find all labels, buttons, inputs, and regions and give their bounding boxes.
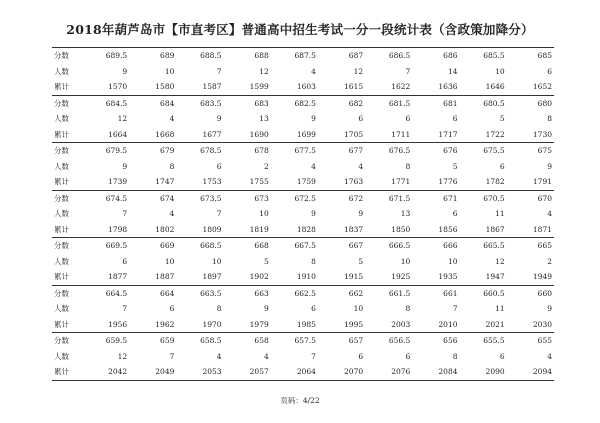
table-cell: 6 [405, 114, 411, 124]
table-cell: 1615 [318, 79, 365, 95]
table-cell: 1897 [176, 269, 223, 285]
table-cell: 10 [259, 209, 269, 219]
table-cell: 1819 [224, 222, 271, 238]
table-cell: 668 [224, 238, 271, 254]
score-block [52, 95, 554, 143]
table-cell: 13 [259, 114, 269, 124]
score-block [52, 333, 554, 381]
cumulative-row [52, 222, 554, 238]
row-label: 累计 [52, 269, 82, 285]
table-cell: 658 [224, 333, 271, 349]
table-cell: 1949 [507, 269, 554, 285]
table-cell: 1782 [460, 174, 507, 190]
table-cell: 1798 [82, 222, 129, 238]
table-cell: 6 [499, 161, 505, 171]
row-label: 累计 [52, 317, 82, 333]
row-label: 累计 [52, 79, 82, 95]
table-cell: 671.5 [365, 190, 412, 206]
table-cell: 1771 [365, 174, 412, 190]
table-cell: 1677 [176, 127, 223, 143]
table-cell: 2010 [412, 317, 459, 333]
table-cell: 677.5 [271, 143, 318, 159]
table-cell: 687.5 [271, 48, 318, 64]
table-cell: 1699 [271, 127, 318, 143]
score-row [52, 143, 554, 159]
table-cell: 5 [452, 161, 458, 171]
table-cell: 674.5 [82, 190, 129, 206]
table-cell: 666.5 [365, 238, 412, 254]
table-cell: 684.5 [82, 95, 129, 111]
table-cell: 1856 [412, 222, 459, 238]
table-cell: 1915 [318, 269, 365, 285]
table-cell: 7 [405, 66, 411, 76]
cumulative-row [52, 317, 554, 333]
score-row [52, 95, 554, 111]
score-row [52, 333, 554, 349]
table-cell: 2049 [129, 364, 176, 380]
table-cell: 8 [311, 256, 316, 266]
table-cell: 1652 [507, 79, 554, 95]
table-cell: 668.5 [176, 238, 223, 254]
table-cell: 669 [129, 238, 176, 254]
table-cell: 1747 [129, 174, 176, 190]
table-cell: 1871 [507, 222, 554, 238]
table-cell: 689 [129, 48, 176, 64]
table-cell: 14 [447, 66, 458, 76]
table-cell: 2057 [224, 364, 271, 380]
table-cell: 1753 [176, 174, 223, 190]
table-cell: 7 [216, 209, 222, 219]
table-cell: 7 [169, 351, 175, 361]
table-cell: 10 [495, 66, 505, 76]
table-cell: 10 [400, 256, 411, 266]
table-cell: 10 [164, 66, 175, 76]
table-cell: 9 [122, 66, 128, 76]
table-cell: 660 [507, 285, 554, 301]
row-label: 分数 [52, 333, 82, 349]
table-cell: 11 [495, 209, 505, 219]
table-cell: 681.5 [365, 95, 412, 111]
table-cell: 8 [216, 304, 222, 314]
row-label: 分数 [52, 285, 82, 301]
table-cell: 13 [400, 209, 411, 219]
table-cell: 2030 [507, 317, 554, 333]
table-cell: 1722 [460, 127, 507, 143]
table-cell: 1636 [412, 79, 459, 95]
score-row [52, 238, 554, 254]
table-cell: 7 [122, 209, 128, 219]
table-cell: 1791 [507, 174, 554, 190]
table-cell: 2076 [365, 364, 412, 380]
table-cell: 9 [122, 161, 128, 171]
table-cell: 6 [547, 66, 552, 76]
table-cell: 9 [547, 161, 552, 171]
row-label: 人数 [54, 351, 69, 361]
table-cell: 1979 [224, 317, 271, 333]
table-cell: 680 [507, 95, 554, 111]
table-cell: 1664 [82, 127, 129, 143]
table-cell: 673 [224, 190, 271, 206]
table-cell: 682.5 [271, 95, 318, 111]
table-cell: 680.5 [460, 95, 507, 111]
table-cell: 6 [122, 256, 128, 266]
table-cell: 4 [547, 209, 552, 219]
count-row [52, 159, 554, 175]
table-cell: 1985 [271, 317, 318, 333]
table-cell: 673.5 [176, 190, 223, 206]
row-label: 人数 [54, 304, 69, 314]
table-cell: 688 [224, 48, 271, 64]
table-cell: 1910 [271, 269, 318, 285]
table-cell: 1717 [412, 127, 459, 143]
table-cell: 688.5 [176, 48, 223, 64]
table-cell: 655.5 [460, 333, 507, 349]
row-label: 人数 [54, 256, 69, 266]
table-cell: 683.5 [176, 95, 223, 111]
table-cell: 661 [412, 285, 459, 301]
table-cell: 689.5 [82, 48, 129, 64]
table-cell: 1850 [365, 222, 412, 238]
page-title: 2018年葫芦岛市【市直考区】普通高中招生考试一分一段统计表（含政策加降分） [66, 22, 534, 37]
table-cell: 685 [507, 48, 554, 64]
row-label: 分数 [52, 190, 82, 206]
table-cell: 4 [216, 351, 222, 361]
score-block [52, 238, 554, 286]
table-cell: 6 [452, 114, 458, 124]
score-row [52, 285, 554, 301]
row-label: 分数 [52, 238, 82, 254]
table-cell: 12 [495, 256, 505, 266]
table-cell: 5 [263, 256, 269, 266]
table-cell: 1956 [82, 317, 129, 333]
table-cell: 9 [311, 114, 316, 124]
page-number: 页码：4/22 [280, 396, 320, 405]
table-cell: 12 [117, 351, 128, 361]
table-cell: 12 [117, 114, 128, 124]
table-cell: 1887 [129, 269, 176, 285]
row-label: 人数 [54, 66, 69, 76]
row-label: 分数 [52, 95, 82, 111]
table-cell: 666 [412, 238, 459, 254]
table-cell: 667 [318, 238, 365, 254]
row-label: 累计 [52, 222, 82, 238]
table-cell: 1755 [224, 174, 271, 190]
table-cell: 5 [499, 114, 505, 124]
table-cell: 655 [507, 333, 554, 349]
table-cell: 1730 [507, 127, 554, 143]
table-cell: 659.5 [82, 333, 129, 349]
cumulative-row [52, 364, 554, 380]
row-label: 人数 [54, 114, 69, 124]
table-cell: 9 [547, 304, 552, 314]
table-cell: 678.5 [176, 143, 223, 159]
table-cell: 1947 [460, 269, 507, 285]
table-cell: 686.5 [365, 48, 412, 64]
table-cell: 10 [212, 256, 222, 266]
table-cell: 8 [452, 351, 458, 361]
row-label: 累计 [52, 174, 82, 190]
table-cell: 679.5 [82, 143, 129, 159]
count-row [52, 254, 554, 270]
table-cell: 2042 [82, 364, 129, 380]
table-cell: 6 [169, 304, 175, 314]
table-cell: 9 [358, 209, 364, 219]
table-cell: 6 [499, 351, 505, 361]
table-cell: 659 [129, 333, 176, 349]
score-distribution-table [52, 47, 554, 381]
table-cell: 671 [412, 190, 459, 206]
table-cell: 670 [507, 190, 554, 206]
table-cell: 1802 [129, 222, 176, 238]
table-cell: 662 [318, 285, 365, 301]
table-cell: 1828 [271, 222, 318, 238]
table-cell: 6 [452, 209, 458, 219]
table-cell: 1995 [318, 317, 365, 333]
table-cell: 7 [311, 351, 316, 361]
row-label: 人数 [54, 209, 69, 219]
table-cell: 1690 [224, 127, 271, 143]
row-label: 分数 [52, 143, 82, 159]
table-cell: 2 [263, 161, 269, 171]
table-cell: 1925 [365, 269, 412, 285]
table-cell: 667.5 [271, 238, 318, 254]
count-row [52, 301, 554, 317]
table-cell: 10 [164, 256, 175, 266]
cumulative-row [52, 127, 554, 143]
table-cell: 658.5 [176, 333, 223, 349]
table-cell: 2053 [176, 364, 223, 380]
table-cell: 684 [129, 95, 176, 111]
table-cell: 675.5 [460, 143, 507, 159]
cumulative-row [52, 174, 554, 190]
table-cell: 2090 [460, 364, 507, 380]
score-row [52, 190, 554, 206]
table-cell: 7 [452, 304, 458, 314]
table-cell: 4 [547, 351, 552, 361]
table-cell: 682 [318, 95, 365, 111]
table-cell: 9 [216, 114, 222, 124]
table-cell: 656.5 [365, 333, 412, 349]
table-cell: 6 [216, 161, 222, 171]
table-cell: 10 [447, 256, 458, 266]
count-row [52, 64, 554, 80]
table-cell: 9 [263, 304, 269, 314]
table-cell: 4 [311, 66, 316, 76]
table-cell: 2021 [460, 317, 507, 333]
table-cell: 1603 [271, 79, 318, 95]
table-cell: 672 [318, 190, 365, 206]
table-cell: 657 [318, 333, 365, 349]
table-cell: 1668 [129, 127, 176, 143]
table-cell: 676 [412, 143, 459, 159]
table-cell: 2064 [271, 364, 318, 380]
table-cell: 4 [358, 161, 364, 171]
row-label: 分数 [52, 48, 82, 64]
table-cell: 1763 [318, 174, 365, 190]
table-cell: 1970 [176, 317, 223, 333]
table-cell: 1599 [224, 79, 271, 95]
table-cell: 683 [224, 95, 271, 111]
score-row [52, 48, 554, 64]
table-cell: 686 [412, 48, 459, 64]
table-cell: 674 [129, 190, 176, 206]
score-block [52, 143, 554, 191]
table-cell: 1962 [129, 317, 176, 333]
table-cell: 1711 [365, 127, 412, 143]
count-row [52, 111, 554, 127]
table-cell: 4 [169, 114, 175, 124]
table-cell: 1837 [318, 222, 365, 238]
table-cell: 1902 [224, 269, 271, 285]
table-cell: 1570 [82, 79, 129, 95]
table-cell: 685.5 [460, 48, 507, 64]
table-cell: 7 [122, 304, 128, 314]
table-cell: 7 [216, 66, 222, 76]
row-label: 累计 [52, 127, 82, 143]
table-cell: 687 [318, 48, 365, 64]
table-cell: 678 [224, 143, 271, 159]
row-label: 人数 [54, 161, 69, 171]
table-cell: 6 [405, 351, 411, 361]
table-cell: 676.5 [365, 143, 412, 159]
table-cell: 656 [412, 333, 459, 349]
cumulative-row [52, 79, 554, 95]
count-row [52, 206, 554, 222]
table-cell: 1646 [460, 79, 507, 95]
table-cell: 8 [169, 161, 175, 171]
table-cell: 2094 [507, 364, 554, 380]
count-row [52, 349, 554, 365]
table-cell: 1867 [460, 222, 507, 238]
table-cell: 669.5 [82, 238, 129, 254]
score-block [52, 190, 554, 238]
table-cell: 672.5 [271, 190, 318, 206]
table-cell: 664.5 [82, 285, 129, 301]
score-block [52, 285, 554, 333]
table-cell: 679 [129, 143, 176, 159]
row-label: 累计 [52, 364, 82, 380]
table-cell: 10 [353, 304, 364, 314]
table-cell: 8 [405, 161, 411, 171]
table-cell: 6 [358, 351, 364, 361]
table-cell: 665 [507, 238, 554, 254]
table-cell: 1809 [176, 222, 223, 238]
table-cell: 1739 [82, 174, 129, 190]
table-cell: 1705 [318, 127, 365, 143]
table-cell: 12 [353, 66, 364, 76]
table-cell: 2084 [412, 364, 459, 380]
table-cell: 9 [311, 209, 316, 219]
score-block [52, 48, 554, 96]
table-cell: 2070 [318, 364, 365, 380]
table-cell: 663.5 [176, 285, 223, 301]
table-cell: 1759 [271, 174, 318, 190]
table-cell: 6 [311, 304, 316, 314]
table-cell: 11 [495, 304, 505, 314]
table-cell: 1935 [412, 269, 459, 285]
table-cell: 2003 [365, 317, 412, 333]
table-cell: 1877 [82, 269, 129, 285]
table-cell: 1622 [365, 79, 412, 95]
table-cell: 2 [547, 256, 552, 266]
table-cell: 4 [263, 351, 269, 361]
table-cell: 670.5 [460, 190, 507, 206]
table-cell: 675 [507, 143, 554, 159]
table-cell: 663 [224, 285, 271, 301]
table-cell: 6 [358, 114, 364, 124]
table-cell: 4 [169, 209, 175, 219]
table-cell: 1587 [176, 79, 223, 95]
cumulative-row [52, 269, 554, 285]
table-cell: 662.5 [271, 285, 318, 301]
table-cell: 1776 [412, 174, 459, 190]
table-cell: 12 [259, 66, 269, 76]
table-cell: 657.5 [271, 333, 318, 349]
table-cell: 1580 [129, 79, 176, 95]
table-cell: 5 [358, 256, 364, 266]
table-cell: 677 [318, 143, 365, 159]
table-cell: 665.5 [460, 238, 507, 254]
table-cell: 660.5 [460, 285, 507, 301]
table-cell: 4 [311, 161, 316, 171]
table-cell: 681 [412, 95, 459, 111]
table-cell: 8 [547, 114, 552, 124]
table-cell: 661.5 [365, 285, 412, 301]
table-cell: 8 [405, 304, 411, 314]
table-cell: 664 [129, 285, 176, 301]
